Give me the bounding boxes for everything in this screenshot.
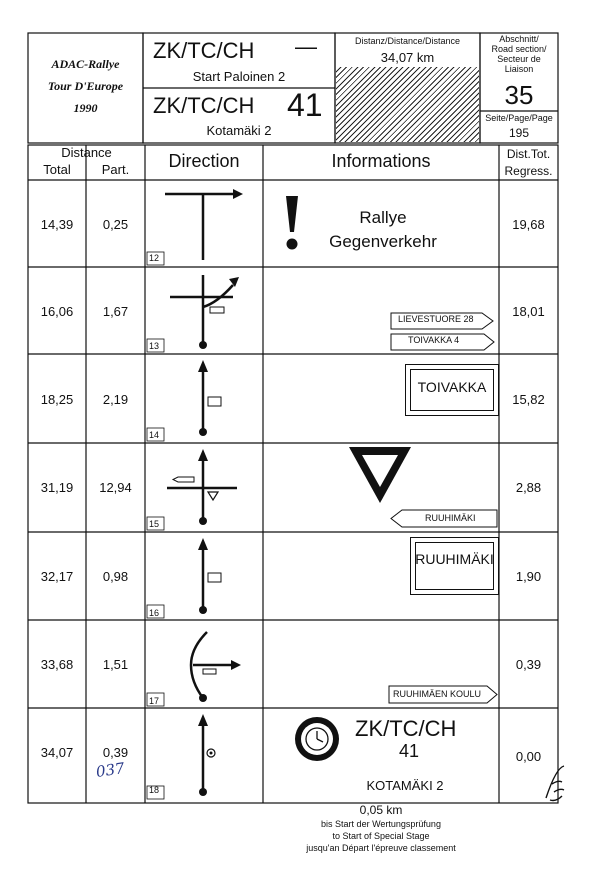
sign-ruuhimaen-koulu: RUUHIMÄEN KOULU: [393, 689, 482, 699]
start-code: ZK/TC/CH: [153, 38, 255, 63]
end-number: 41: [287, 87, 323, 123]
footer-distance: 0,05 km: [359, 803, 403, 817]
row-number: 15: [149, 519, 160, 529]
tulip-diagram-18: [145, 708, 263, 803]
end-code: ZK/TC/CH: [153, 93, 255, 118]
info-line-2: Gegenverkehr: [329, 232, 437, 251]
row-number: 16: [149, 608, 160, 618]
row-regress: 1,90: [515, 569, 542, 584]
section-label-4: Liaison: [504, 64, 534, 74]
col-partial: Part.: [101, 162, 130, 177]
tulip-diagram-17: [145, 620, 263, 708]
board-text: TOIVAKKA: [417, 379, 487, 395]
row-regress: 2,88: [515, 480, 542, 495]
col-dist-tot: Dist.Tot.: [506, 147, 551, 161]
row-total: 32,17: [40, 569, 74, 584]
row-partial: 0,39: [102, 745, 129, 760]
row-total: 34,07: [40, 745, 74, 760]
footer-line-3: jusqu'an Départ l'épreuve classement: [306, 843, 456, 853]
row-partial: 1,67: [102, 304, 129, 319]
tulip-diagram-12: [145, 180, 263, 267]
row-partial: 1,51: [102, 657, 129, 672]
info-line-1: Rallye: [359, 208, 407, 227]
initials-signature: [542, 762, 570, 804]
hatched-area: [336, 67, 479, 142]
sign-toivakka: TOIVAKKA 4: [408, 335, 460, 345]
row-number: 14: [149, 430, 160, 440]
col-total: Total: [43, 162, 71, 177]
tulip-diagram-15: [145, 443, 263, 532]
rally-title-line-2: Tour D'Europe: [47, 79, 124, 93]
section-label-2: Road section/: [491, 44, 547, 54]
start-number: —: [295, 34, 317, 59]
handwritten-note: 037: [94, 759, 126, 781]
row-total: 31,19: [40, 480, 74, 495]
row-total: 33,68: [40, 657, 74, 672]
row-number: 18: [149, 785, 160, 795]
section-number: 35: [504, 80, 534, 110]
row-partial: 12,94: [99, 480, 132, 495]
board-text: RUUHIMÄKI: [415, 551, 494, 567]
distance-value: 34,07 km: [380, 50, 435, 65]
tulip-diagram-16: [145, 532, 263, 620]
yield-sign-icon: [347, 445, 413, 505]
start-place: Start Paloinen 2: [192, 69, 286, 84]
row-number: 13: [149, 341, 160, 351]
row-partial: 0,98: [102, 569, 129, 584]
end-place: Kotamäki 2: [206, 123, 272, 138]
exclamation-icon: [283, 194, 301, 252]
page-number: 195: [508, 126, 530, 140]
col-regress: Regress.: [504, 164, 553, 178]
row-total: 18,25: [40, 392, 74, 407]
control-number: 41: [398, 741, 420, 761]
sign-lievestuore: LIEVESTUORE 28: [398, 314, 474, 324]
row-regress: 0,00: [515, 749, 542, 764]
col-direction: Direction: [168, 151, 240, 171]
col-informations: Informations: [331, 151, 431, 171]
footer-line-2: to Start of Special Stage: [332, 831, 430, 841]
control-code: ZK/TC/CH: [355, 716, 457, 741]
row-regress: 15,82: [512, 392, 545, 407]
section-label-3: Secteur de: [497, 54, 541, 64]
row-number: 12: [149, 253, 160, 263]
footer-line-1: bis Start der Wertungsprüfung: [321, 819, 441, 829]
row-regress: 0,39: [515, 657, 542, 672]
distance-label: Distanz/Distance/Distance: [354, 36, 461, 46]
col-distance: Distance: [61, 145, 112, 160]
rally-title-line-1: ADAC-Rallye: [51, 57, 120, 71]
tulip-diagram-14: [145, 354, 263, 443]
clock-control-icon: [294, 716, 340, 762]
row-total: 14,39: [40, 217, 74, 232]
sign-ruuhimaki: RUUHIMÄKI: [425, 513, 476, 523]
row-regress: 19,68: [512, 217, 545, 232]
section-label-1: Abschnitt/: [499, 34, 539, 44]
control-place: KOTAMÄKI 2: [366, 778, 444, 793]
row-number: 17: [149, 696, 160, 706]
row-total: 16,06: [40, 304, 74, 319]
row-partial: 2,19: [102, 392, 129, 407]
row-partial: 0,25: [102, 217, 129, 232]
rally-title-line-3: 1990: [73, 101, 98, 115]
row-regress: 18,01: [512, 304, 545, 319]
tulip-diagram-13: [145, 267, 263, 354]
page-label: Seite/Page/Page: [485, 113, 553, 123]
